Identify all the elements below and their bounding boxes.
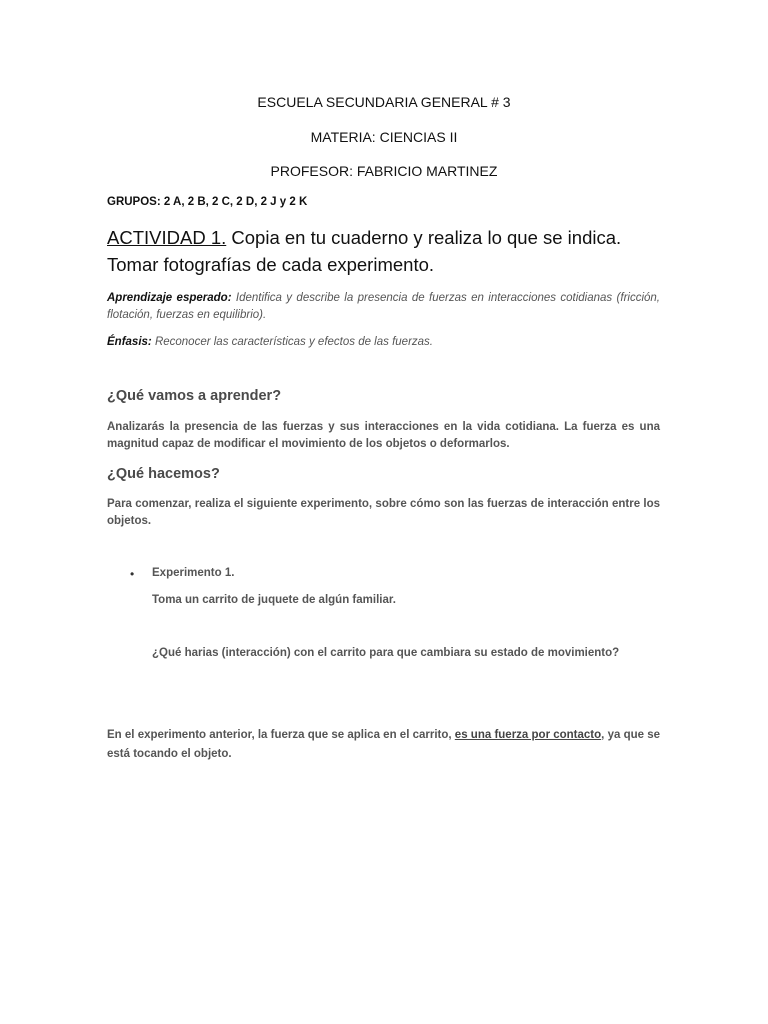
conclusion-underlined: es una fuerza por contacto — [454, 729, 602, 741]
section-heading-do: ¿Qué hacemos? — [107, 466, 220, 482]
learning-text: Identifica y describe la presencia de fuerzas en interacciones cotidianas (fricción, flotación, fuerzas en equilibrio). — [107, 292, 661, 321]
emphasis-paragraph — [107, 334, 660, 351]
conclusion-after: , ya que se está tocando el objeto. — [107, 729, 661, 760]
conclusion-before: En el experimento anterior, la fuerza que se aplica en el carrito, — [107, 729, 455, 741]
emphasis-label: Énfasis: — [107, 336, 152, 348]
conclusion-paragraph — [107, 726, 660, 764]
section-heading-learn: ¿Qué vamos a aprender? — [107, 388, 282, 404]
learning-label: Aprendizaje esperado: — [107, 292, 232, 304]
section-text-learn: Analizarás la presencia de las fuerzas y sus interacciones en la vida cotidiana. La fuerza es una magnitud capaz de modificar el movimiento de los objetos o deformarlos. — [107, 421, 660, 450]
school-name: ESCUELA SECUNDARIA GENERAL # 3 — [257, 94, 511, 110]
activity-text: Copia en tu cuaderno y realiza lo que se indica. Tomar fotografías de cada experimento. — [107, 227, 622, 275]
activity-label: ACTIVIDAD 1. — [107, 227, 227, 248]
experiment-question: ¿Qué harias (interacción) con el carrito para que cambiara su estado de movimiento? — [152, 647, 620, 659]
section-text-do: Para comenzar, realiza el siguiente experimento, sobre cómo son las fuerzas de interacción entre los objetos. — [107, 498, 660, 527]
activity-instruction — [107, 224, 667, 278]
learning-paragraph — [107, 290, 660, 324]
bullet-marker: • — [130, 567, 135, 581]
experiment-step: Toma un carrito de juquete de algún familiar. — [152, 594, 396, 606]
subject-line: MATERIA: CIENCIAS II — [310, 129, 458, 145]
teacher-line: PROFESOR: FABRICIO MARTINEZ — [270, 163, 498, 179]
experiment-title: Experimento 1. — [152, 567, 235, 579]
groups-line: GRUPOS: 2 A, 2 B, 2 C, 2 D, 2 J y 2 K — [107, 196, 308, 208]
emphasis-text: Reconocer las características y efectos de las fuerzas. — [151, 336, 433, 348]
